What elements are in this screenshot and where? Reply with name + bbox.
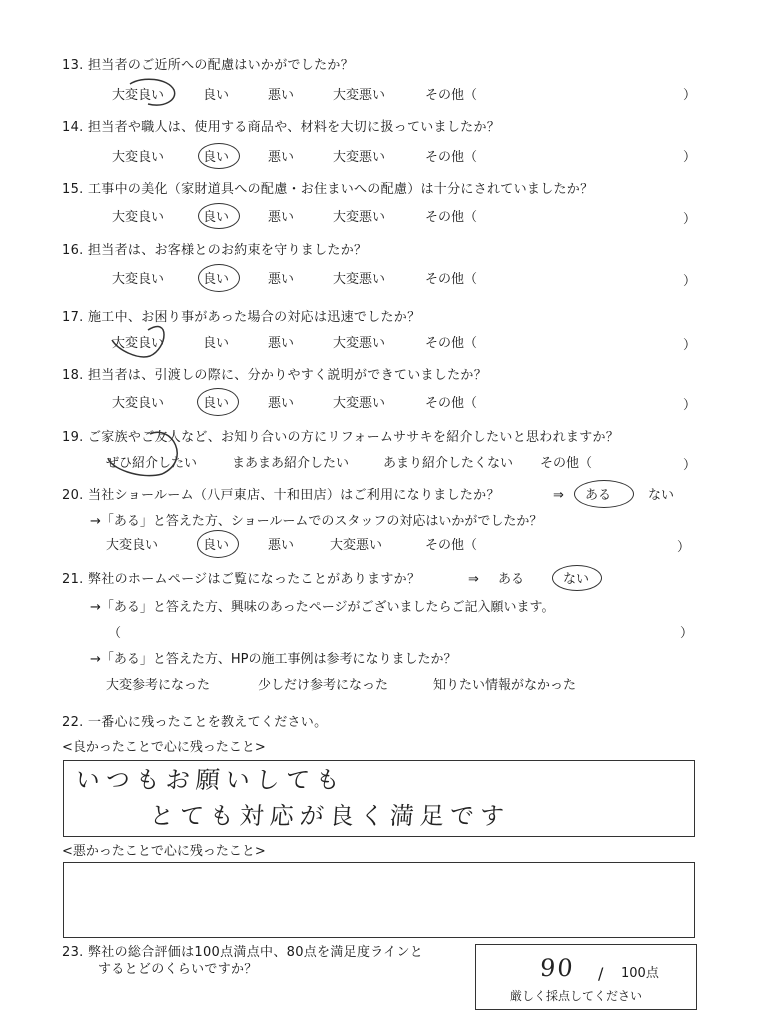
q21-option-not-helpful[interactable]: 知りたい情報がなかった <box>433 678 577 693</box>
q13-option-good[interactable]: 良い <box>203 88 230 103</box>
question-23-line2: するとどのくらいですか？ <box>98 962 258 977</box>
q18-option-bad[interactable]: 悪い <box>268 396 295 411</box>
q20-staff-circle <box>197 530 239 558</box>
q16-option-bad[interactable]: 悪い <box>268 272 295 287</box>
question-22: 22. 一番心に残ったことを教えてください。 <box>62 715 328 730</box>
score-value: 90 <box>539 954 576 982</box>
q21-open-paren: （ <box>108 626 122 641</box>
q19-option-other[interactable]: その他（ <box>540 456 593 471</box>
q14-option-very-bad[interactable]: 大変悪い <box>333 150 386 165</box>
score-slash: / <box>598 964 604 983</box>
q21-option-slightly-helpful[interactable]: 少しだけ参考になった <box>258 678 389 693</box>
q19-option-not-much[interactable]: あまり紹介したくない <box>383 456 514 471</box>
good-memory-line1: いつもお願いしても <box>74 766 347 794</box>
q21-close-paren: ） <box>680 626 694 641</box>
score-note: 厳しく採点してください <box>510 989 643 1003</box>
good-memory-label: <良かったことで心に残ったこと> <box>62 740 266 755</box>
q18-selection-circle <box>197 388 239 416</box>
q16-option-other[interactable]: その他（ <box>425 272 478 287</box>
q14-option-other[interactable]: その他（ <box>425 150 478 165</box>
q13-option-very-good[interactable]: 大変良い <box>112 88 165 103</box>
q15-option-very-bad[interactable]: 大変悪い <box>333 210 386 225</box>
q14-selection-circle <box>198 143 240 169</box>
q17-close-paren: ） <box>683 338 697 353</box>
q15-option-other[interactable]: その他（ <box>425 210 478 225</box>
q17-option-very-bad[interactable]: 大変悪い <box>333 336 386 351</box>
q13-close-paren: ） <box>683 88 697 103</box>
q20-option-bad[interactable]: 悪い <box>268 538 295 553</box>
q19-close-paren: ） <box>683 458 697 473</box>
q20-option-no[interactable]: ない <box>648 488 675 503</box>
q14-option-bad[interactable]: 悪い <box>268 150 295 165</box>
q21-option-yes[interactable]: ある <box>498 572 525 587</box>
q17-option-other[interactable]: その他（ <box>425 336 478 351</box>
q15-option-bad[interactable]: 悪い <box>268 210 295 225</box>
q13-option-very-bad[interactable]: 大変悪い <box>333 88 386 103</box>
q18-option-very-bad[interactable]: 大変悪い <box>333 396 386 411</box>
q20-arrow: ⇒ <box>553 488 564 503</box>
q20-option-good[interactable]: 良い <box>203 538 230 553</box>
q20-option-very-good[interactable]: 大変良い <box>106 538 159 553</box>
q15-selection-circle <box>198 203 240 229</box>
q17-option-bad[interactable]: 悪い <box>268 336 295 351</box>
q16-option-very-bad[interactable]: 大変悪い <box>333 272 386 287</box>
q20-followup: →「ある」と答えた方、ショールームでのスタッフの対応はいかがでしたか？ <box>90 514 543 529</box>
q20-yes-circle <box>574 480 634 508</box>
q21-arrow: ⇒ <box>468 572 479 587</box>
q14-option-very-good[interactable]: 大変良い <box>112 150 165 165</box>
q13-option-other[interactable]: その他（ <box>425 88 478 103</box>
q21-followup-pages: →「ある」と答えた方、興味のあったページがございましたらご記入願います。 <box>90 600 555 615</box>
question-14: 14. 担当者や職人は、使用する商品や、材料を大切に扱っていましたか？ <box>62 120 501 135</box>
good-memory-line2: とても対応が良く満足です <box>148 802 511 830</box>
question-20: 20. 当社ショールーム（八戸東店、十和田店）はご利用になりましたか？ <box>62 488 500 503</box>
q19-option-somewhat[interactable]: まあまあ紹介したい <box>232 456 350 471</box>
q18-option-good[interactable]: 良い <box>203 396 230 411</box>
q20-option-very-bad[interactable]: 大変悪い <box>330 538 383 553</box>
q15-option-very-good[interactable]: 大変良い <box>112 210 165 225</box>
q17-option-very-good[interactable]: 大変良い <box>112 336 165 351</box>
q20-close-paren: ） <box>677 540 691 555</box>
q14-close-paren: ） <box>683 150 697 165</box>
q13-option-bad[interactable]: 悪い <box>268 88 295 103</box>
q16-close-paren: ） <box>683 274 697 289</box>
q14-option-good[interactable]: 良い <box>203 150 230 165</box>
question-15: 15. 工事中の美化（家財道具への配慮・お住まいへの配慮）は十分にされていましたか？ <box>62 182 594 197</box>
q21-option-very-helpful[interactable]: 大変参考になった <box>106 678 211 693</box>
q18-option-other[interactable]: その他（ <box>425 396 478 411</box>
q20-option-other[interactable]: その他（ <box>425 538 478 553</box>
q19-option-definitely[interactable]: ぜひ紹介したい <box>106 456 198 471</box>
score-max: 100点 <box>621 966 659 981</box>
question-16: 16. 担当者は、お客様とのお約束を守りましたか？ <box>62 243 368 258</box>
question-23-line1: 23. 弊社の総合評価は100点満点中、80点を満足度ラインと <box>62 945 424 960</box>
question-19: 19. ご家族やご友人など、お知り合いの方にリフォームササキを紹介したいと思われますか？ <box>62 430 620 445</box>
q16-option-very-good[interactable]: 大変良い <box>112 272 165 287</box>
q16-selection-circle <box>198 264 240 292</box>
question-13: 13. 担当者のご近所への配慮はいかがでしたか？ <box>62 58 355 73</box>
question-17: 17. 施工中、お困り事があった場合の対応は迅速でしたか？ <box>62 310 421 325</box>
q17-option-good[interactable]: 良い <box>203 336 230 351</box>
question-21: 21. 弊社のホームページはご覧になったことがありますか？ <box>62 572 421 587</box>
q18-close-paren: ） <box>683 398 697 413</box>
q18-option-very-good[interactable]: 大変良い <box>112 396 165 411</box>
bad-memory-box[interactable] <box>63 862 695 938</box>
q15-close-paren: ） <box>683 212 697 227</box>
q15-option-good[interactable]: 良い <box>203 210 230 225</box>
q21-followup-examples: →「ある」と答えた方、HPの施工事例は参考になりましたか？ <box>90 652 457 667</box>
bad-memory-label: <悪かったことで心に残ったこと> <box>62 844 266 859</box>
q21-option-no[interactable]: ない <box>563 572 590 587</box>
question-18: 18. 担当者は、引渡しの際に、分かりやすく説明ができていましたか？ <box>62 368 488 383</box>
q16-option-good[interactable]: 良い <box>203 272 230 287</box>
q20-option-yes[interactable]: ある <box>585 488 612 503</box>
q21-no-circle <box>552 565 602 591</box>
